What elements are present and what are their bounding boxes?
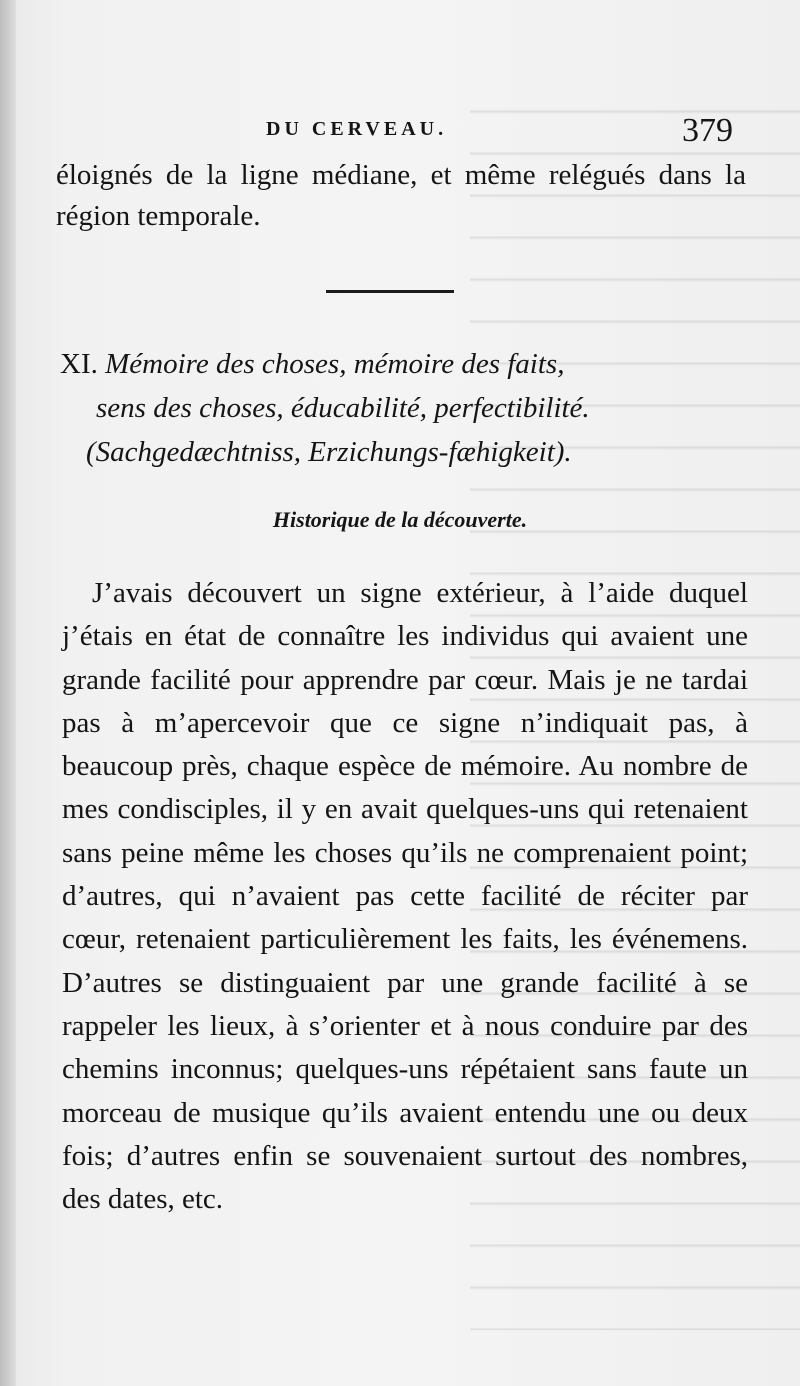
section-number: XI. — [60, 348, 98, 380]
section-title-line-2: sens des choses, éducabilité, perfectibilité. — [96, 392, 590, 424]
page-number: 379 — [682, 112, 733, 149]
page-edge-shadow — [0, 0, 16, 1386]
running-head: DU CERVEAU. — [266, 118, 448, 140]
subheading: Historique de la découverte. — [272, 507, 528, 532]
section-heading — [60, 342, 750, 474]
continued-paragraph: éloignés de la ligne médiane, et même relégués dans la région temporale. — [56, 159, 746, 232]
section-heading-line-1 — [60, 342, 750, 386]
section-divider — [326, 290, 454, 293]
body-paragraph: J’avais découvert un signe extérieur, à l’aide duquel j’étais en état de connaître les individus qui avaient une grande facilité pour apprendre par cœur. Mais je ne tardai pas à m’apercevoir que ce signe n’indiquait pas, à beaucoup près, chaque espèce de mémoire. Au nombre de mes condisciples, il y en avait quelques-uns qui retenaient sans peine même les choses qu’ils ne comprenaient point; d’autres, qui n’avaient pas cette facilité de réciter par cœur, retenaient particulièrement les faits, les événemens. D’autres se distinguaient par une grande facilité à se rappeler les lieux, à s’orienter et à nous conduire par des chemins inconnus; quelques-uns répétaient sans faute un morceau de musique qu’ils avaient entendu une ou deux fois; d’autres enfin se souvenaient surtout des nombres, des dates, etc. — [62, 577, 748, 1216]
page-header — [0, 112, 800, 152]
section-title-german: (Sachgedæchtniss, Erzichungs-fæhigkeit). — [86, 436, 572, 468]
section-title-line-1: Mémoire des choses, mémoire des faits, — [105, 348, 565, 380]
